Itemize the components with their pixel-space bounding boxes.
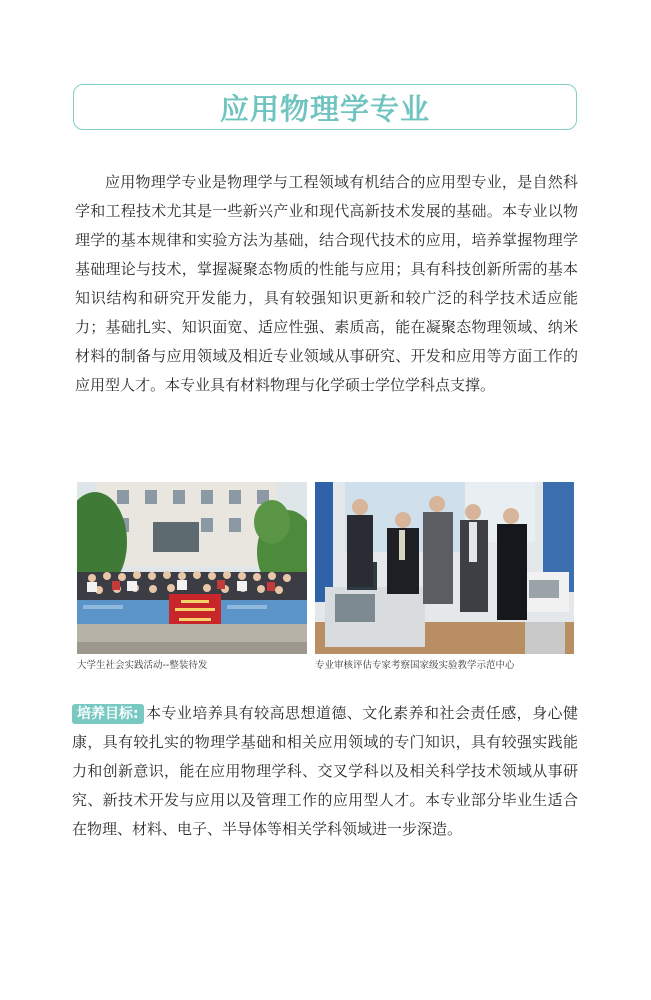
photo-lab-inspection-image [315,482,574,654]
caption-student-activity: 大学生社会实践活动--整装待发 [77,660,208,671]
caption-lab-inspection: 专业审核评估专家考察国家级实验教学示范中心 [315,660,515,671]
intro-paragraph: 应用物理学专业是物理学与工程领域有机结合的应用型专业，是自然科学和工程技术尤其是一些新兴产业和现代高新技术发展的基础。本专业以物理学的基本规律和实验方法为基础，结合现代技术的应用，培养掌握物理学基础理论与技术，掌握凝聚态物质的性能与应用；具有科技创新所需的基本知识结构和研究开发能力，具有较强知识更新和较广泛的科学技术适应能力；基础扎实、知识面宽、适应性强、素质高，能在凝聚态物理领域、纳米材料的制备与应用领域及相近专业领域从事研究、开发和应用等方面工作的应用型人才。本专业具有材料物理与化学硕士学位学科点支撑。 [75,173,578,394]
photo-lab-inspection [315,482,574,654]
goals-label: 培养目标: [72,704,144,724]
title-box [73,84,577,130]
photo-student-activity-image [77,482,307,654]
photo-student-activity [77,482,307,654]
goals-paragraph [72,699,578,844]
page-title: 应用物理学专业 [219,91,430,126]
goals-text: 本专业培养具有较高思想道德、文化素养和社会责任感，身心健康，具有较扎实的物理学基础和相关应用领域的专门知识，具有较强实践能力和创新意识，能在应用物理学科、交叉学科以及相关科学技术领域从事研究、新技术开发与应用以及管理工作的应用型人才。本专业部分毕业生适合在物理、材料、电子、半导体等相关学科领域进一步深造。 [72,704,578,838]
